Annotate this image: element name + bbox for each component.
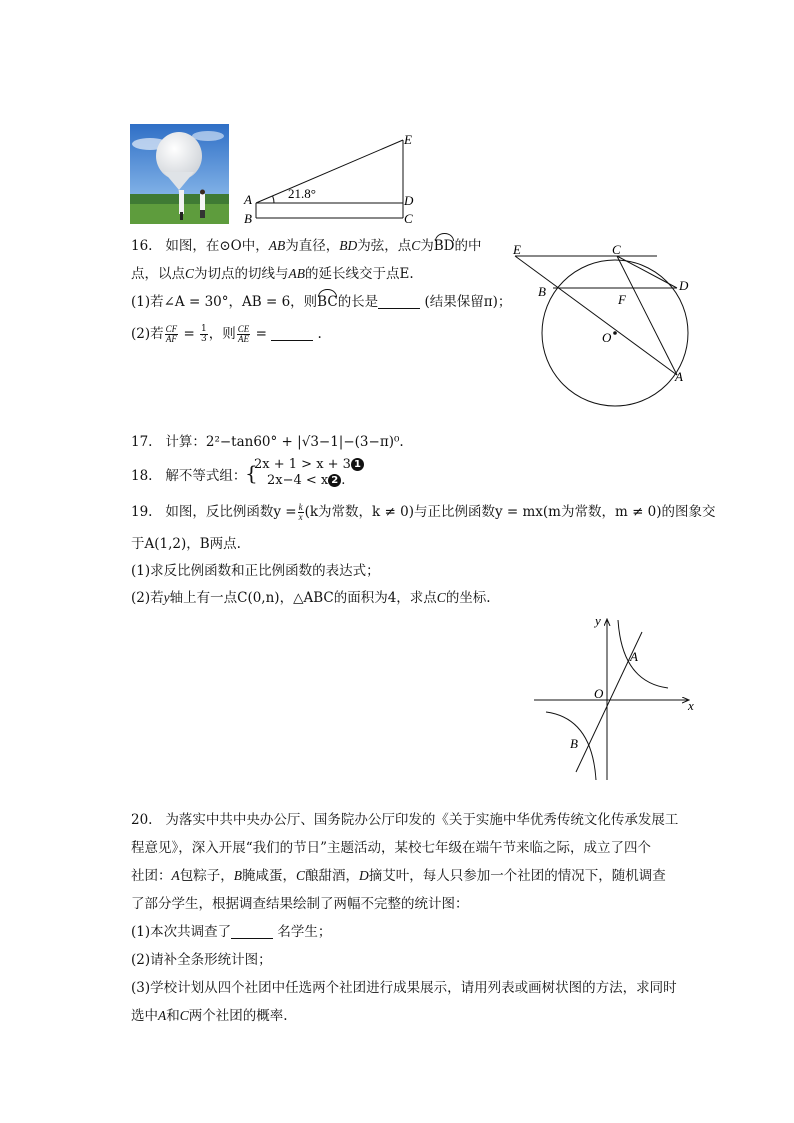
frac-num: k: [298, 502, 303, 512]
q20-text: 程意见》，深入开展“我们的节日”主题活动，某校七年级在端午节来临之际，成立了四个: [131, 840, 652, 856]
label-A: A: [244, 192, 252, 207]
equals: =: [255, 326, 267, 342]
q20-text: (1)本次共调查了: [131, 924, 232, 940]
q16-line1: [131, 236, 482, 256]
q19-var: C: [436, 590, 446, 605]
circle-diagram: [505, 238, 705, 413]
frac-num: CF: [165, 324, 178, 334]
circle-number-2: 2: [328, 474, 341, 487]
q16-text: (1)若∠A = 30°，AB = 6，则: [131, 294, 318, 310]
q20-part3-line2: [131, 1002, 691, 1030]
q16-var: AB: [288, 266, 306, 281]
q19-text: (2)若: [131, 590, 164, 606]
q16-text: 为弦，点: [357, 238, 412, 254]
answer-blank[interactable]: [378, 294, 420, 309]
q20-line1: [131, 806, 691, 834]
q20-text: 酿甜酒，: [305, 868, 360, 884]
q20-line3: [131, 862, 691, 890]
q16-text: 为切点的切线与: [194, 266, 289, 282]
arc-BD: BD: [433, 238, 455, 254]
q19-part1: [131, 561, 380, 581]
q20-text: (3)学校计划从四个社团中任选两个社团进行成果展示，请用列表或画树状图的方法，求同时: [131, 980, 677, 996]
q20-text: 两个社团的概率.: [188, 1008, 288, 1024]
angle-arc: [273, 196, 274, 203]
q16-var: BD: [339, 238, 358, 253]
q20-line2: [131, 834, 691, 862]
q20-text: 了部分学生，根据调查结果绘制了两幅不完整的统计图：: [131, 896, 469, 912]
q20-var: A: [171, 868, 180, 883]
q20-part1: [131, 918, 691, 946]
line-EA: [515, 256, 677, 375]
q20-text: 选中: [131, 1008, 158, 1024]
q16-var: C: [411, 238, 421, 253]
label-O: O: [594, 686, 604, 701]
center-O: [613, 331, 617, 335]
q20-text: 摘艾叶，每人只参加一个社团的情况下，随机调查: [368, 868, 666, 884]
q18-label: 解不等式组：: [165, 468, 247, 484]
q19-line2: [131, 534, 241, 554]
q18: [131, 466, 246, 486]
label-y: y: [595, 613, 601, 628]
q20-text: (2)请补全条形统计图；: [131, 952, 272, 968]
q16-text: 为直径，: [285, 238, 340, 254]
inequality-2: [267, 473, 345, 489]
label-D: D: [404, 193, 414, 208]
hyperbola-branch-1: [618, 620, 668, 688]
q20-var: D: [359, 868, 369, 883]
label-F: F: [618, 292, 626, 307]
frac-den: AF: [165, 334, 177, 344]
fraction-1-3: [200, 325, 208, 344]
q18-number: 18.: [131, 468, 153, 484]
label-D: D: [679, 278, 689, 293]
q16-text: 点，以点: [131, 266, 185, 282]
q16-text: 如图，在: [165, 238, 220, 254]
q20-part3-line1: [131, 974, 691, 1002]
q16-text: .: [317, 326, 322, 342]
q16-text: (结果保留π)；: [424, 294, 512, 310]
q19-text: (1)求反比例函数和正比例函数的表达式；: [131, 563, 380, 579]
frac-num: 1: [201, 324, 207, 334]
q19-var: y: [163, 590, 170, 605]
q19-text: 的坐标.: [445, 590, 491, 606]
q16-text: ，则: [208, 326, 236, 342]
label-C: C: [612, 242, 621, 257]
q16-text: (2)若: [131, 326, 164, 342]
label-x: x: [688, 698, 694, 713]
arc-BC: BC: [317, 294, 338, 310]
answer-blank[interactable]: [231, 924, 273, 939]
q16-var: C: [185, 266, 195, 281]
fraction-CF-AF: [165, 325, 179, 344]
q16-text: 的长是: [337, 294, 379, 310]
label-O: O: [602, 330, 612, 345]
label-E: E: [513, 242, 521, 257]
inequality-system: [245, 457, 365, 491]
q19-number: 19.: [131, 504, 153, 520]
ineq2-text: 2x−4 < x: [267, 473, 329, 488]
q20-text: 腌咸蛋，: [242, 868, 296, 884]
answer-blank[interactable]: [271, 326, 313, 341]
q16-text: 的中: [454, 238, 482, 254]
circle-symbol: ⊙: [219, 238, 231, 254]
q20-text: 社团：: [131, 868, 172, 884]
circle-number-1: 1: [351, 458, 364, 471]
q16-text: 的延长线交于点E.: [305, 266, 414, 282]
fraction-CE-AE: [237, 325, 251, 344]
label-B: B: [538, 284, 546, 299]
label-B: B: [244, 211, 252, 226]
q18-end: .: [341, 473, 346, 488]
q17-text: 计算：2²−tan60° + |√3−1|−(3−π)⁰.: [165, 434, 404, 450]
label-E: E: [404, 132, 412, 147]
q16-text: O中，: [230, 238, 269, 254]
q19-text: 于A(1,2)，B两点.: [131, 536, 241, 552]
q16-line2: [131, 264, 414, 284]
inequality-1: [254, 457, 364, 473]
q20-text: 名学生；: [277, 924, 332, 940]
q19-text: 轴上有一点C(0,n)，△ABC的面积为4，求点: [169, 590, 437, 606]
q20-part2: [131, 946, 691, 974]
equals: =: [183, 326, 195, 342]
brace: {: [245, 461, 258, 485]
q20-number: 20.: [131, 812, 153, 828]
angle-label: 21.8°: [288, 186, 316, 201]
frac-den: AE: [238, 334, 250, 344]
label-A: A: [675, 369, 683, 384]
q19-part2: [131, 588, 491, 608]
frac-den: 3: [201, 334, 207, 344]
label-A: A: [630, 649, 638, 664]
q20-var: A: [158, 1008, 167, 1023]
q20-text: 和: [166, 1008, 180, 1024]
function-graph: [530, 612, 700, 782]
q20-line4: [131, 890, 691, 918]
q20-text: 为落实中共中央办公厅、国务院办公厅印发的《关于实施中华优秀传统文化传承发展工: [165, 812, 679, 828]
q16-text: 为: [420, 238, 434, 254]
triangle-diagram: [240, 128, 430, 228]
q20-text: 包粽子，: [179, 868, 234, 884]
chord-CD: [617, 256, 677, 288]
fraction-k-x: [298, 503, 304, 522]
q20: [131, 806, 691, 1030]
frac-den: x: [298, 512, 303, 522]
q16-var: AB: [268, 238, 286, 253]
balloon-photo: [130, 124, 229, 224]
q19-text: 如图，反比例函数y =: [165, 504, 297, 520]
balloon-photo-image: [130, 124, 229, 224]
label-C: C: [404, 211, 413, 226]
q19-text: (k为常数，k ≠ 0)与正比例函数y = mx(m为常数，m ≠ 0)的图象交: [304, 504, 716, 520]
q20-var: C: [179, 1008, 189, 1023]
q16-part2: [131, 324, 322, 344]
q16-number: 16.: [131, 238, 153, 254]
frac-num: CE: [237, 324, 250, 334]
q17: [131, 432, 404, 452]
q17-number: 17.: [131, 434, 153, 450]
ineq1-text: 2x + 1 > x + 3: [254, 457, 351, 472]
chord-CA: [617, 256, 677, 375]
q19-line1: [131, 502, 716, 522]
label-B: B: [570, 736, 578, 751]
q16-part1: [131, 292, 511, 312]
q20-var: C: [296, 868, 306, 883]
q20-var: B: [233, 868, 242, 883]
line-AE: [256, 140, 403, 203]
